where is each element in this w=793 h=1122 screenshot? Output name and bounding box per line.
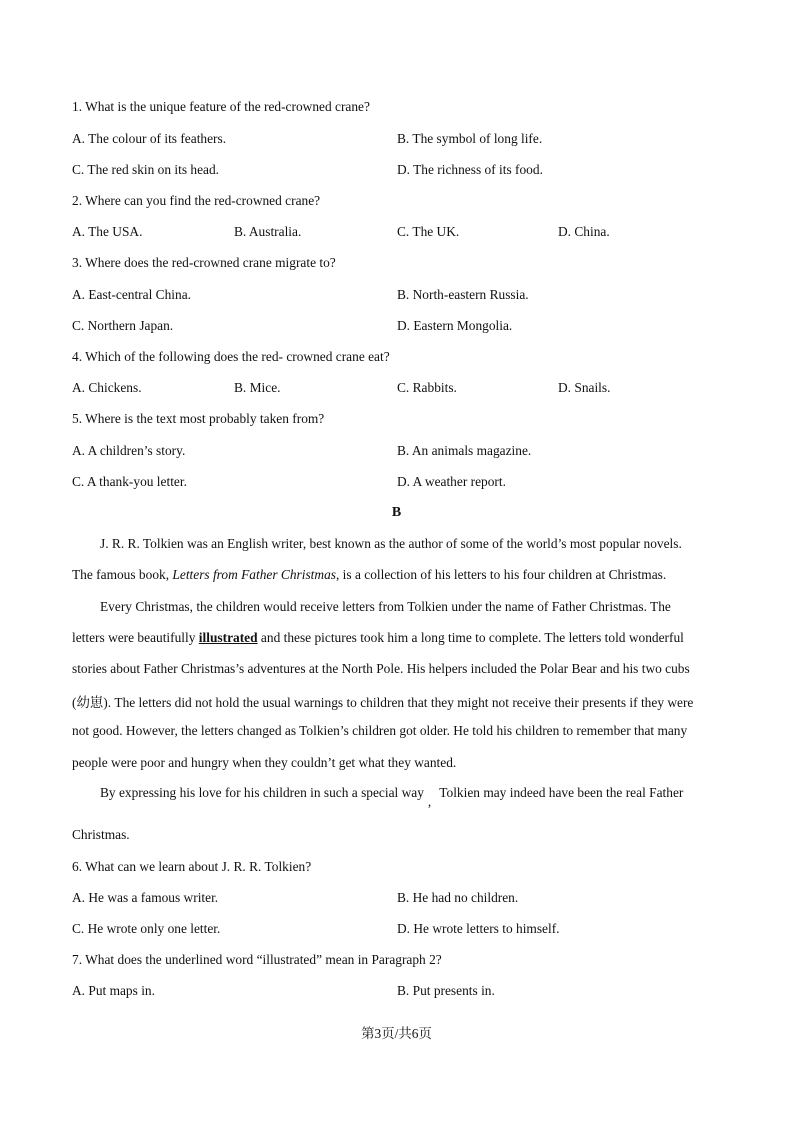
passage-p1-line2 [72, 567, 727, 583]
question-1: 1. What is the unique feature of the red-crowned crane? [72, 99, 370, 114]
question-5: 5. Where is the text most probably taken from? [72, 411, 325, 426]
q2-option-b: B. Australia. [234, 224, 302, 239]
q6-option-b: B. He had no children. [397, 890, 519, 905]
q2-option-a: A. The USA. [72, 224, 143, 239]
q6-option-c: C. He wrote only one letter. [72, 921, 221, 936]
passage-p1-line1: J. R. R. Tolkien was an English writer, best known as the author of some of the world’s most popular novels. [100, 536, 682, 551]
q1-option-c: C. The red skin on its head. [72, 162, 220, 177]
p3-line1-before: By expressing his love for his children in such a special way [100, 785, 424, 800]
question-6: 6. What can we learn about J. R. R. Tolkien? [72, 859, 312, 874]
q1-option-d: D. The richness of its food. [397, 162, 543, 177]
passage-p2-line4: (幼崽). The letters did not hold the usual warnings to children that they might not receive their presents if they were [72, 695, 694, 710]
p2-line2-before: letters were beautifully [72, 630, 199, 645]
book-title: Letters from Father Christmas [172, 567, 336, 582]
q3-option-b: B. North-eastern Russia. [397, 287, 529, 302]
q1-option-a: A. The colour of its feathers. [72, 131, 227, 146]
q2-option-d: D. China. [558, 224, 610, 239]
q7-option-b: B. Put presents in. [397, 983, 495, 998]
passage-p2-line3: stories about Father Christmas’s adventures at the North Pole. His helpers included the Polar Bear and his two cubs [72, 661, 690, 676]
q4-option-b: B. Mice. [234, 380, 281, 395]
q6-option-a: A. He was a famous writer. [72, 890, 219, 905]
p1-line2-after: , is a collection of his letters to his four children at Christmas. [335, 567, 667, 582]
page-number: 第3页/共6页 [361, 1026, 432, 1041]
passage-p3-line2: Christmas. [72, 827, 130, 842]
q5-option-c: C. A thank-you letter. [72, 474, 187, 489]
section-heading: B [391, 505, 402, 520]
q4-option-c: C. Rabbits. [397, 380, 457, 395]
passage-p2-line6: people were poor and hungry when they couldn’t get what they wanted. [72, 755, 457, 770]
q7-option-a: A. Put maps in. [72, 983, 155, 998]
question-2: 2. Where can you find the red-crowned crane? [72, 193, 321, 208]
p3-stray-comma: , [427, 794, 432, 809]
q5-option-b: B. An animals magazine. [397, 443, 532, 458]
q1-option-b: B. The symbol of long life. [397, 131, 543, 146]
q2-option-c: C. The UK. [397, 224, 460, 239]
passage-p2-line2 [72, 630, 727, 646]
question-7: 7. What does the underlined word “illustrated” mean in Paragraph 2? [72, 952, 442, 967]
question-4: 4. Which of the following does the red- crowned crane eat? [72, 349, 390, 364]
q5-option-d: D. A weather report. [397, 474, 506, 489]
q6-option-d: D. He wrote letters to himself. [397, 921, 560, 936]
passage-p2-line1: Every Christmas, the children would receive letters from Tolkien under the name of Father Christmas. The [100, 599, 671, 614]
question-3: 3. Where does the red-crowned crane migrate to? [72, 255, 336, 270]
q4-option-a: A. Chickens. [72, 380, 142, 395]
p3-line1-after: Tolkien may indeed have been the real Father [439, 785, 684, 800]
q3-option-a: A. East-central China. [72, 287, 191, 302]
p1-line2-before: The famous book, [72, 567, 173, 582]
p2-line2-after: and these pictures took him a long time to complete. The letters told wonderful [257, 630, 684, 645]
passage-p3-line1 [100, 785, 755, 809]
q4-option-d: D. Snails. [558, 380, 611, 395]
q3-option-c: C. Northern Japan. [72, 318, 174, 333]
q5-option-a: A. A children’s story. [72, 443, 186, 458]
underlined-word: illustrated [198, 630, 258, 645]
passage-p2-line5: not good. However, the letters changed as Tolkien’s children got older. He told his children to remember that many [72, 723, 688, 738]
q3-option-d: D. Eastern Mongolia. [397, 318, 513, 333]
